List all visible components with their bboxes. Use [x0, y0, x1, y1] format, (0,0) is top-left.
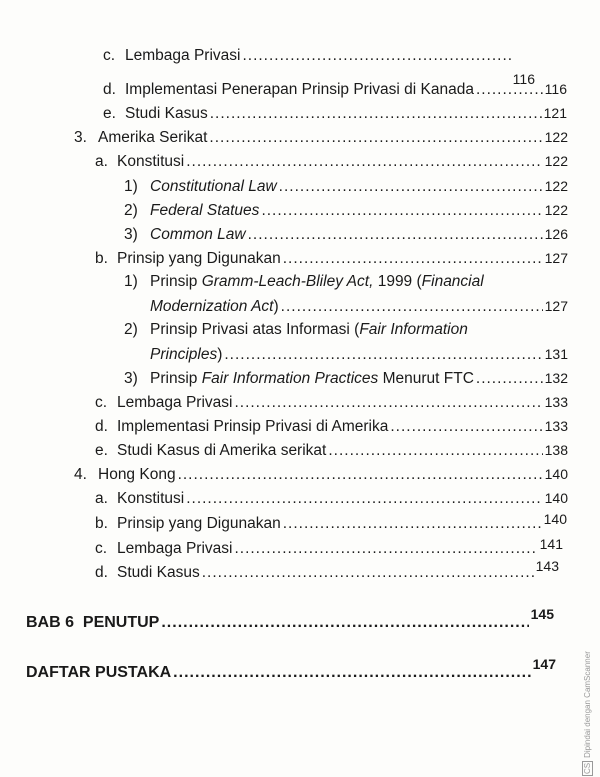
entry-text-italic: Financial [421, 273, 484, 290]
toc-entry-line1 [124, 272, 484, 292]
leader-dots [279, 177, 543, 197]
page-number: 127 [544, 298, 568, 314]
page-number: 127 [544, 250, 568, 266]
entry-text: Prinsip [150, 273, 202, 290]
toc-entry-line2 [150, 344, 568, 365]
page-number: 147 [532, 656, 556, 672]
entry-label: Studi Kasus di Amerika serikat [117, 442, 327, 459]
entry-number: c. [95, 394, 108, 411]
entry-label: Prinsip yang Digunakan [117, 515, 281, 532]
entry-number: b. [95, 515, 108, 532]
camscanner-logo: CS [583, 762, 592, 774]
entry-label [150, 297, 279, 317]
leader-dots [209, 128, 542, 148]
entry-number: d. [95, 418, 108, 435]
entry-label: Implementasi Prinsip Privasi di Amerika [117, 418, 389, 435]
entry-label: Amerika Serikat [98, 129, 208, 146]
entry-label: Lembaga Privasi [117, 540, 233, 557]
toc-entry [95, 392, 568, 413]
leader-dots [234, 393, 542, 413]
entry-number: 3) [124, 226, 138, 243]
leader-dots [283, 249, 543, 269]
leader-dots [202, 563, 534, 583]
entry-number: 3) [124, 370, 138, 387]
page-number: 138 [544, 442, 568, 458]
entry-label: Konstitusi [117, 490, 185, 507]
entry-label: Federal Statues [150, 202, 260, 219]
entry-number: a. [95, 490, 108, 507]
leader-dots [476, 80, 543, 100]
leader-dots [248, 225, 543, 245]
entry-label: Lembaga Privasi [125, 47, 241, 64]
entry-label: Common Law [150, 226, 246, 243]
leader-dots [242, 46, 510, 66]
toc-entry-line2 [150, 296, 568, 317]
entry-number: e. [95, 442, 108, 459]
entry-number: b. [95, 250, 108, 267]
page-number: 126 [544, 226, 568, 242]
entry-text: Prinsip [150, 370, 202, 387]
page-number: 122 [544, 202, 568, 218]
toc-entry [124, 200, 568, 221]
entry-label: Studi Kasus [125, 105, 208, 122]
entry-number: a. [95, 153, 108, 170]
toc-entry [103, 79, 567, 100]
toc-entry [124, 224, 568, 245]
page-number: 140 [544, 466, 568, 482]
leader-dots [178, 465, 543, 485]
toc-entry [124, 176, 568, 197]
leader-dots [186, 489, 542, 509]
leader-dots [390, 417, 542, 437]
toc-entry-line1 [124, 320, 468, 340]
page-number: 133 [544, 394, 568, 410]
toc-entry [95, 440, 568, 461]
page-number: 116 [544, 81, 567, 97]
entry-number: 1) [124, 178, 138, 195]
entry-number: c. [103, 47, 116, 64]
entry-text-italic: Modernization Act [150, 298, 274, 315]
toc-entry [95, 558, 559, 583]
entry-text: Prinsip Privasi atas Informasi ( [150, 321, 360, 338]
entry-number: 3. [74, 129, 87, 146]
entry-number: 1) [124, 273, 138, 290]
entry-label: Lembaga Privasi [117, 394, 233, 411]
page-number: 121 [543, 105, 567, 121]
toc-entry [95, 538, 563, 559]
leader-dots [173, 663, 530, 683]
camscanner-watermark [583, 651, 592, 776]
entry-label: Studi Kasus [117, 564, 200, 581]
camscanner-text: Dipindai dengan CamScanner [583, 651, 592, 758]
toc-entry [74, 127, 568, 148]
page-number: 140 [544, 490, 568, 506]
toc-entry [95, 416, 568, 437]
leader-dots [281, 297, 543, 317]
leader-dots [234, 539, 537, 559]
entry-label: Hong Kong [98, 466, 176, 483]
entry-number: 2) [124, 321, 138, 338]
entry-text-italic: Fair Information [359, 321, 468, 338]
toc-entry [95, 513, 567, 534]
toc-entry [95, 488, 568, 509]
toc-entry [103, 103, 567, 124]
toc-entry [74, 464, 568, 485]
leader-dots [261, 201, 542, 221]
toc-chapter-entry [26, 606, 554, 633]
leader-dots [224, 345, 542, 365]
entry-text-italic: Principles [150, 346, 218, 363]
entry-number: 2) [124, 202, 138, 219]
entry-number: 4. [74, 466, 87, 483]
page-number: 133 [544, 418, 568, 434]
entry-text-italic: Fair Information Practices [201, 370, 379, 387]
chapter-label: BAB 6 PENUTUP [26, 614, 160, 631]
entry-text: ) [273, 298, 279, 315]
leader-dots [328, 441, 542, 461]
entry-label: Prinsip yang Digunakan [117, 250, 281, 267]
leader-dots [210, 104, 542, 124]
leader-dots [476, 369, 543, 389]
leader-dots [186, 152, 542, 172]
entry-text-italic: Gramm-Leach-Bliley Act, [201, 273, 374, 290]
toc-entry [103, 45, 535, 87]
entry-label: Konstitusi [117, 153, 185, 170]
entry-label [150, 345, 222, 365]
page-number: 122 [544, 153, 568, 169]
toc-entry [95, 248, 568, 269]
entry-label: Implementasi Penerapan Prinsip Privasi di Kanada [125, 81, 474, 98]
entry-number: d. [95, 564, 108, 581]
toc-entry [124, 368, 568, 389]
page-number: 140 [543, 511, 567, 527]
entry-text: ) [217, 346, 223, 363]
page-number: 122 [544, 178, 568, 194]
page-number: 122 [544, 129, 568, 145]
page-number: 116 [512, 71, 535, 87]
page-number: 132 [544, 370, 568, 386]
entry-label: Constitutional Law [150, 178, 277, 195]
page-number: 143 [535, 558, 559, 574]
entry-number: c. [95, 540, 108, 557]
chapter-label: DAFTAR PUSTAKA [26, 664, 172, 681]
entry-number: e. [103, 105, 116, 122]
entry-text: 1999 ( [373, 273, 422, 290]
page-number: 131 [544, 346, 568, 362]
toc-entry [95, 151, 568, 172]
entry-text: Menurut FTC [378, 370, 474, 387]
entry-label [150, 369, 474, 389]
entry-number: d. [103, 81, 116, 98]
leader-dots [161, 613, 528, 633]
toc-chapter-entry [26, 656, 556, 683]
page-number: 145 [530, 606, 554, 622]
page-number: 141 [539, 536, 563, 552]
leader-dots [283, 514, 542, 534]
